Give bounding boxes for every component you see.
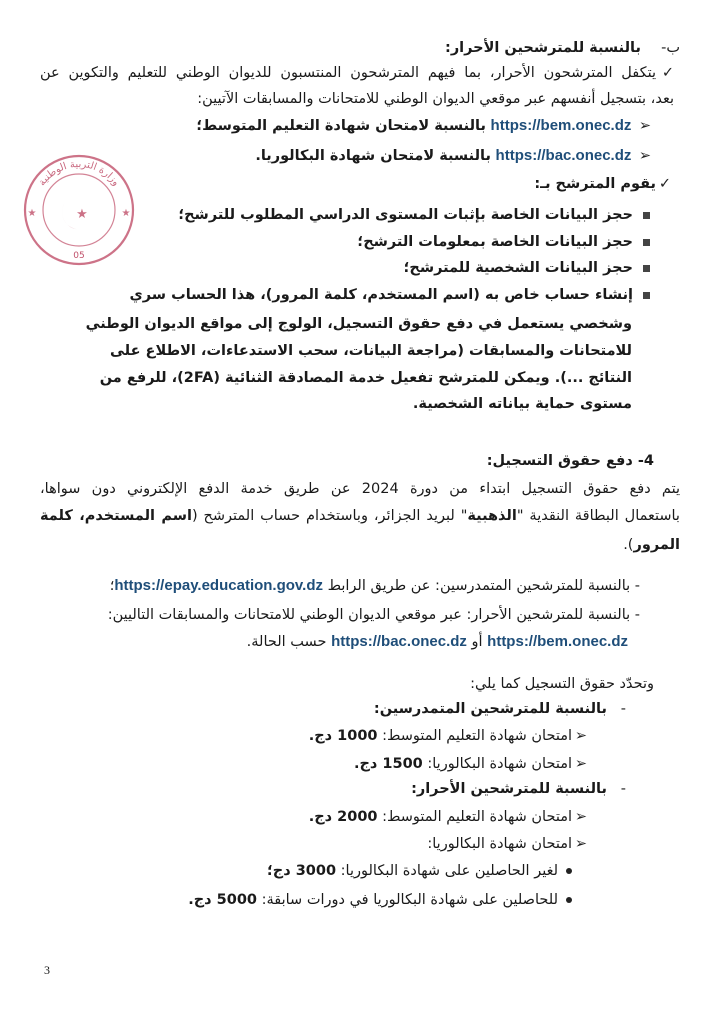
- candidate-does-heading: ✓يقوم المترشح بـ:: [40, 174, 674, 194]
- fees-intro: وتحدّد حقوق التسجيل كما يلي:: [470, 676, 654, 692]
- step-item: حجز البيانات الخاصة بمعلومات الترشح؛: [40, 232, 650, 252]
- fee-subitem: لغير الحاصلين على شهادة البكالوريا: 3000 دج؛: [40, 861, 572, 881]
- account-line: مستوى حماية بياناته الشخصية.: [412, 396, 632, 412]
- arrow-bullet-icon: ➢: [574, 809, 588, 825]
- free-payment-line1: - بالنسبة للمترشحين الأحرار: عبر موقعي الديوان الوطني للامتحانات والمسابقات التاليين:: [107, 607, 640, 623]
- free-payment-line2: https://bem.onec.dz أو https://bac.onec.dz حسب الحالة.: [246, 633, 628, 650]
- fee-item: ➢امتحان شهادة التعليم المتوسط: 1000 دج.: [40, 726, 590, 746]
- square-bullet-icon: [643, 292, 650, 299]
- bac-link[interactable]: https://bac.onec.dz: [495, 147, 632, 164]
- schooled-fees-heading: - بالنسبة للمترشحين المتمدرسين:: [373, 701, 626, 717]
- bem-label: بالنسبة لامتحان شهادة التعليم المتوسط؛: [196, 118, 486, 134]
- stamp-number: 05: [73, 251, 85, 261]
- square-bullet-icon: [643, 265, 650, 272]
- round-bullet-icon: [566, 897, 572, 903]
- bem-link[interactable]: https://bem.onec.dz: [490, 117, 632, 134]
- account-line: إنشاء حساب خاص به (اسم المستخدم، كلمة المرور)، هذا الحساب سري: [150, 285, 650, 305]
- fee-subitem: للحاصلين على شهادة البكالوريا في دورات سابقة: 5000 دج.: [40, 890, 572, 910]
- round-bullet-icon: [566, 868, 572, 874]
- arrow-bullet-icon: ➢: [574, 728, 588, 744]
- account-line: وشخصي يستعمل في دفع حقوق التسجيل، الولوج إلى مواقع الديوان الوطني: [85, 316, 632, 332]
- section4-para-line2: باستعمال البطاقة النقدية "الذهبية" لبريد الجزائر، وباستخدام حساب المترشح (اسم المستخدم، كلمة: [40, 508, 680, 524]
- arrow-bullet-icon: ➢: [638, 148, 652, 164]
- section-b-para-line1: [40, 63, 674, 83]
- arrow-bullet-icon: ➢: [638, 118, 652, 134]
- step-item: حجز البيانات الشخصية للمترشح؛: [40, 258, 650, 278]
- arrow-bullet-icon: ➢: [574, 756, 588, 772]
- bem-link[interactable]: https://bem.onec.dz: [487, 633, 628, 650]
- section4-heading: 4- دفع حقوق التسجيل:: [486, 453, 654, 469]
- bac-label: بالنسبة لامتحان شهادة البكالوريا.: [255, 148, 491, 164]
- star-icon: ★: [27, 208, 37, 219]
- section-b-title: بالنسبة للمترشحين الأحرار:: [445, 40, 641, 56]
- official-stamp: [14, 140, 144, 278]
- star-icon: ★: [121, 208, 131, 219]
- checkmark-icon: ✓: [658, 176, 672, 192]
- star-icon: ★: [76, 207, 88, 222]
- section-b-para-line2: بعد، بتسجيل أنفسهم عبر موقعي الديوان الوطني للامتحانات والمسابقات الآتيين:: [197, 91, 674, 107]
- section4-para-line3: المرور).: [623, 537, 680, 553]
- square-bullet-icon: [643, 239, 650, 246]
- section4-para-line1: يتم دفع حقوق التسجيل ابتداء من دورة 2024 عن طريق خدمة الدفع الإلكتروني دون سواها،: [40, 481, 680, 497]
- para-text: يتكفل المترشحون الأحرار، بما فيهم المترشحون المنتسبون للديوان الوطني للتعليم والتكوين عن: [40, 65, 656, 81]
- section-b-prefix: ب-: [661, 40, 680, 56]
- schooled-payment-line: - بالنسبة للمترشحين المتمدرسين: عن طريق الرابط https://epay.education.gov.dz؛: [109, 577, 640, 594]
- account-line: النتائج ...). ويمكن للمترشح تفعيل خدمة المصادقة الثنائية (2FA)، للرفع من: [99, 370, 632, 386]
- fee-item: ➢امتحان شهادة البكالوريا: 1500 دج.: [40, 754, 590, 774]
- section-b-heading: [40, 38, 680, 58]
- step-item: حجز البيانات الخاصة بإثبات المستوى الدراسي المطلوب للترشح؛: [40, 205, 650, 225]
- epay-link[interactable]: https://epay.education.gov.dz: [114, 577, 323, 594]
- stamp-arc-text: وزارة التربية الوطنية: [36, 158, 122, 189]
- account-line: للامتحانات والمسابقات (مراجعة البيانات، سحب الاستدعاءات، الاطلاع على: [110, 343, 632, 359]
- square-bullet-icon: [643, 212, 650, 219]
- free-fees-heading: - بالنسبة للمترشحين الأحرار:: [411, 781, 626, 797]
- page-number: 3: [44, 963, 50, 977]
- bac-link[interactable]: https://bac.onec.dz: [331, 633, 467, 650]
- site-item-bem: [40, 116, 654, 136]
- checkmark-icon: ✓: [661, 65, 674, 81]
- fee-item: ➢امتحان شهادة التعليم المتوسط: 2000 دج.: [40, 807, 590, 827]
- fee-item: ➢امتحان شهادة البكالوريا:: [40, 834, 590, 854]
- arrow-bullet-icon: ➢: [574, 836, 588, 852]
